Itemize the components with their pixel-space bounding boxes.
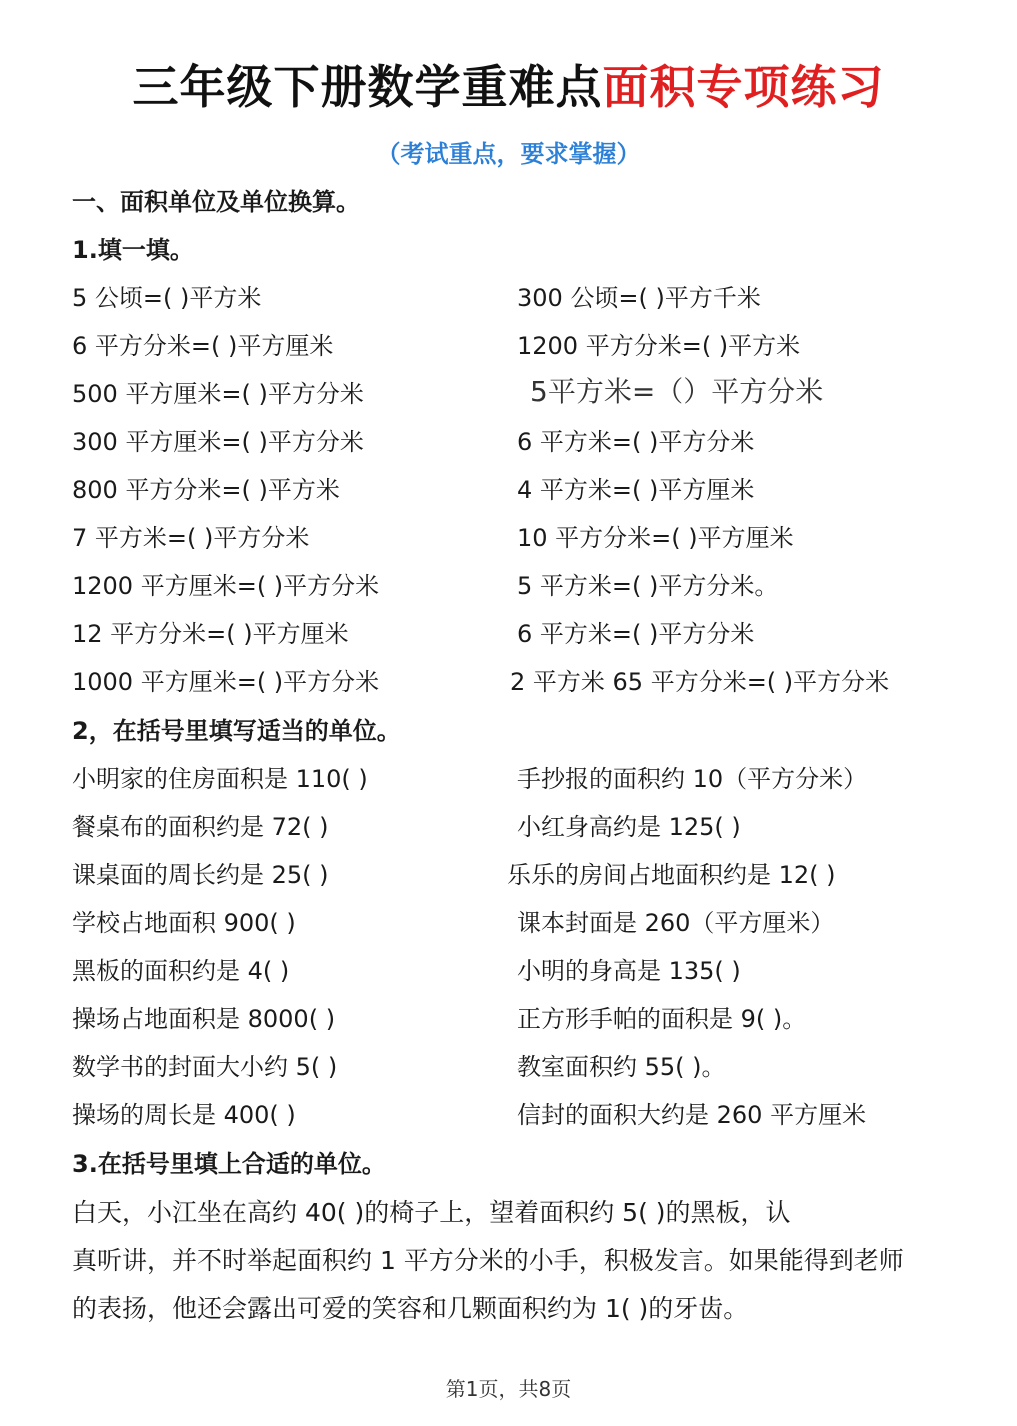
q2-row-3-left: 课桌面的周长约是 25( ) [72,861,329,889]
q3-paragraph-line-2: 真听讲，并不时举起面积约 1 平方分米的小手，积极发言。如果能得到老师 [72,1246,904,1275]
q3-heading: 3.在括号里填上合适的单位。 [72,1150,386,1178]
q1-row-7-right: 5 平方米=( )平方分米。 [517,572,779,600]
q1-row-4-left: 300 平方厘米=( )平方分米 [72,428,364,456]
q2-row-2-right: 小红身高约是 125( ) [517,813,741,841]
q1-row-8-right: 6 平方米=( )平方分米 [517,620,755,648]
q1-row-9-left: 1000 平方厘米=( )平方分米 [72,668,380,696]
q1-row-3-right: 5平方米=（）平方分米 [530,375,824,408]
q1-row-5-right: 4 平方米=( )平方厘米 [517,476,755,504]
q1-heading: 1.填一填。 [72,236,194,264]
q1-row-6-right: 10 平方分米=( )平方厘米 [517,524,794,552]
q2-row-7-left: 数学书的封面大小约 5( ) [72,1053,338,1081]
q2-row-4-right: 课本封面是 260（平方厘米） [517,909,835,937]
q2-row-4-left: 学校占地面积 900( ) [72,909,296,937]
q1-row-3-left: 500 平方厘米=( )平方分米 [72,380,364,408]
q1-row-4-right: 6 平方米=( )平方分米 [517,428,755,456]
q2-row-5-right: 小明的身高是 135( ) [517,957,741,985]
q2-row-1-right: 手抄报的面积约 10（平方分米） [517,765,868,793]
q2-row-1-left: 小明家的住房面积是 110( ) [72,765,368,793]
page-footer: 第1页，共8页 [445,1377,572,1401]
q1-row-8-left: 12 平方分米=( )平方厘米 [72,620,349,648]
q1-row-2-right: 1200 平方分米=( )平方米 [517,332,801,360]
q2-heading: 2，在括号里填写适当的单位。 [72,717,401,745]
q3-paragraph-line-3: 的表扬，他还会露出可爱的笑容和几颗面积约为 1( )的牙齿。 [72,1294,749,1323]
q1-row-2-left: 6 平方分米=( )平方厘米 [72,332,334,360]
q1-row-7-left: 1200 平方厘米=( )平方分米 [72,572,380,600]
title-part-black: 三年级下册数学重难点 [132,60,603,114]
q1-row-1-right: 300 公顷=( )平方千米 [517,284,761,312]
q1-row-6-left: 7 平方米=( )平方分米 [72,524,310,552]
q2-row-3-right: 乐乐的房间占地面积约是 12( ) [507,861,836,889]
q2-row-6-right: 正方形手帕的面积是 9( )。 [517,1005,807,1033]
q1-row-1-left: 5 公顷=( )平方米 [72,284,262,312]
page-subtitle: （考试重点，要求掌握） [376,140,641,168]
q1-row-5-left: 800 平方分米=( )平方米 [72,476,340,504]
q2-row-2-left: 餐桌布的面积约是 72( ) [72,813,329,841]
q1-row-9-right: 2 平方米 65 平方分米=( )平方分米 [510,668,890,696]
page-title [0,52,1017,122]
title-part-red: 面积专项练习 [602,60,885,114]
q3-paragraph-line-1: 白天，小江坐在高约 40( )的椅子上，望着面积约 5( )的黑板，认 [72,1198,791,1227]
q2-row-7-right: 教室面积约 55( )。 [517,1053,726,1081]
section1-heading: 一、面积单位及单位换算。 [72,188,360,216]
q2-row-8-right: 信封的面积大约是 260 平方厘米 [517,1101,867,1129]
q2-row-8-left: 操场的周长是 400( ) [72,1101,296,1129]
q2-row-5-left: 黑板的面积约是 4( ) [72,957,290,985]
q2-row-6-left: 操场占地面积是 8000( ) [72,1005,336,1033]
